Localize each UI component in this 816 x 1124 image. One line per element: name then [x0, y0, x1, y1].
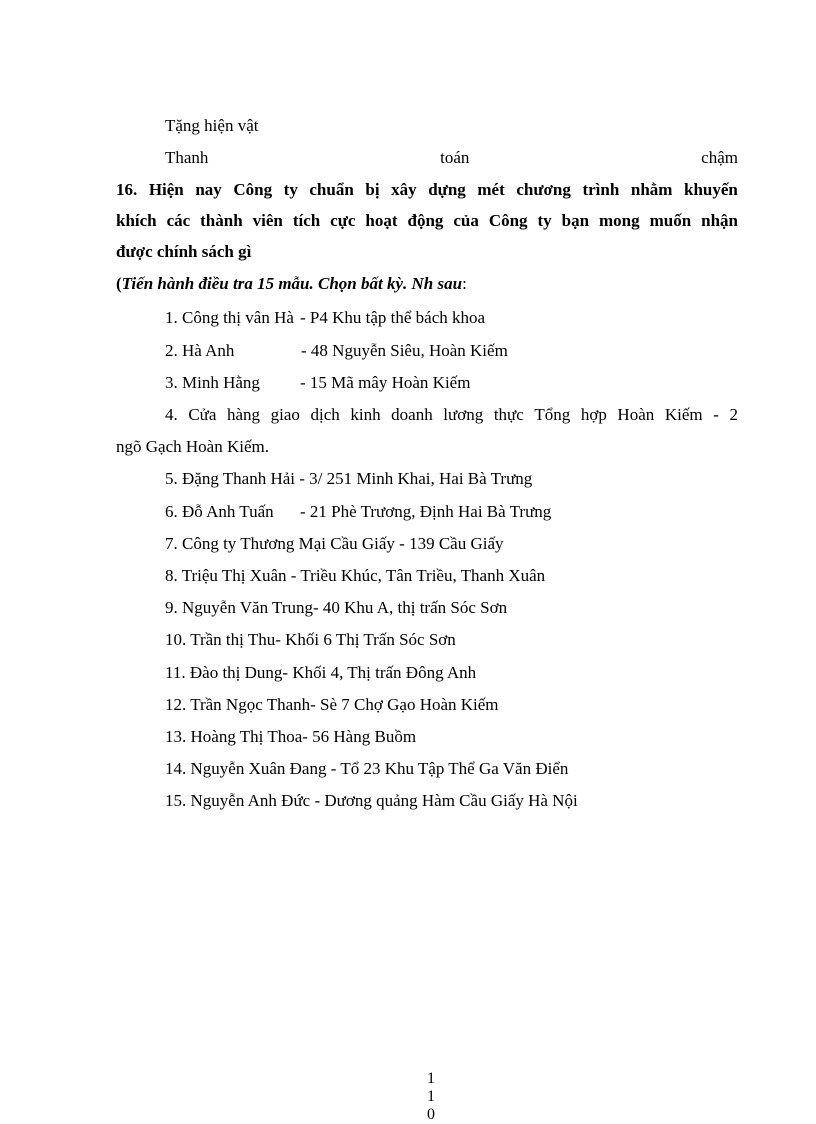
respondent-5: 5. Đặng Thanh Hải - 3/ 251 Minh Khai, Hai Bà Trưng: [165, 469, 533, 488]
word: trình: [582, 180, 620, 199]
word: chuẩn: [309, 180, 354, 199]
survey-note-italic: Tiến hành điều tra 15 mẫu. Chọn bất kỳ. Nh sau: [121, 274, 463, 293]
word: nhận: [701, 211, 738, 230]
word: bị: [365, 180, 380, 199]
word: mét: [477, 180, 505, 199]
word: Thanh: [165, 148, 209, 167]
word: -: [713, 405, 719, 424]
colon: :: [462, 274, 467, 293]
word: lương: [443, 405, 484, 424]
word: khuyến: [684, 180, 738, 199]
word: mong: [599, 211, 640, 230]
word: nhằm: [630, 180, 673, 199]
word: Hoàn: [617, 405, 655, 424]
word: 2: [729, 405, 738, 424]
word: dịch: [310, 405, 340, 424]
respondent-name: 6. Đỗ Anh Tuấn: [165, 502, 274, 521]
respondent-address: - 48 Nguyễn Siêu, Hoàn Kiếm: [301, 341, 508, 360]
respondent-11: 11. Đào thị Dung- Khối 4, Thị trấn Đông Anh: [165, 663, 477, 682]
word: hoạt: [365, 211, 398, 230]
word: muốn: [649, 211, 692, 230]
respondent-10: 10. Trần thị Thu- Khối 6 Thị Trấn Sóc Sơn: [165, 630, 456, 649]
word: Cửa: [188, 405, 217, 424]
word: của: [453, 211, 479, 230]
respondent-7: 7. Công ty Thương Mại Cầu Giấy - 139 Cầu Giấy: [165, 534, 504, 553]
word: bạn: [561, 211, 590, 230]
word: giao: [270, 405, 300, 424]
word: thành: [200, 211, 243, 230]
word: Hiện: [148, 180, 184, 199]
word: chậm: [701, 148, 738, 167]
word: kinh: [350, 405, 381, 424]
respondent-14: 14. Nguyễn Xuân Đang - Tổ 23 Khu Tập Thể Ga Văn Điển: [165, 759, 569, 778]
option-late-payment: [165, 148, 738, 168]
word: Kiếm: [664, 405, 703, 424]
question-16-line-3: được chính sách gì: [116, 242, 252, 261]
page-number-digit: 1: [427, 1088, 435, 1105]
word: hàng: [227, 405, 261, 424]
word: chương: [516, 180, 571, 199]
word: Công: [233, 180, 273, 199]
word: ty: [537, 211, 552, 230]
respondent-name: 2. Hà Anh: [165, 341, 235, 360]
survey-note: [116, 274, 738, 294]
respondent-address: - 21 Phè Trương, Định Hai Bà Trưng: [300, 502, 552, 521]
respondent-9: 9. Nguyễn Văn Trung- 40 Khu A, thị trấn Sóc Sơn: [165, 598, 508, 617]
respondent-address: - 15 Mã mây Hoàn Kiếm: [300, 373, 471, 392]
word: tích: [292, 211, 321, 230]
respondent-13: 13. Hoàng Thị Thoa- 56 Hàng Buồm: [165, 727, 417, 746]
word: doanh: [391, 405, 433, 424]
option-gift: Tặng hiện vật: [165, 116, 259, 135]
open-paren: (: [116, 274, 122, 293]
respondent-3: [165, 373, 738, 393]
respondent-name: 3. Minh Hằng: [165, 373, 260, 392]
word: cực: [330, 211, 356, 230]
respondent-15: 15. Nguyễn Anh Đức - Dương quảng Hàm Cầu Giấy Hà Nội: [165, 791, 578, 810]
word: hợp: [580, 405, 607, 424]
respondent-2: [165, 341, 738, 361]
respondent-address: - P4 Khu tập thể bách khoa: [300, 308, 486, 327]
page-number-digit: 0: [427, 1106, 435, 1123]
word: thực: [493, 405, 524, 424]
word: dựng: [428, 180, 466, 199]
question-16-line-2: [116, 211, 738, 231]
respondent-8: 8. Triệu Thị Xuân - Triều Khúc, Tân Triều, Thanh Xuân: [165, 566, 546, 585]
word: động: [407, 211, 444, 230]
respondent-12: 12. Trần Ngọc Thanh- Sè 7 Chợ Gạo Hoàn Kiếm: [165, 695, 499, 714]
word: Công: [488, 211, 528, 230]
word: toán: [440, 148, 470, 167]
word: 4.: [165, 405, 178, 424]
word: 16.: [116, 180, 138, 199]
word: ty: [283, 180, 298, 199]
word: nay: [195, 180, 222, 199]
page-number: [416, 1070, 446, 1124]
question-16-line-1: [116, 180, 738, 200]
respondent-4-line-2: ngõ Gạch Hoàn Kiếm.: [116, 437, 269, 456]
word: Tổng: [534, 405, 571, 424]
respondent-6: [165, 502, 738, 522]
respondent-4-line-1: [165, 405, 738, 425]
word: viên: [252, 211, 283, 230]
word: xây: [391, 180, 417, 199]
word: khích: [116, 211, 157, 230]
page-number-digit: 1: [427, 1070, 435, 1087]
respondent-1: [165, 308, 738, 328]
respondent-name: 1. Công thị vân Hà: [165, 308, 294, 327]
word: các: [166, 211, 191, 230]
